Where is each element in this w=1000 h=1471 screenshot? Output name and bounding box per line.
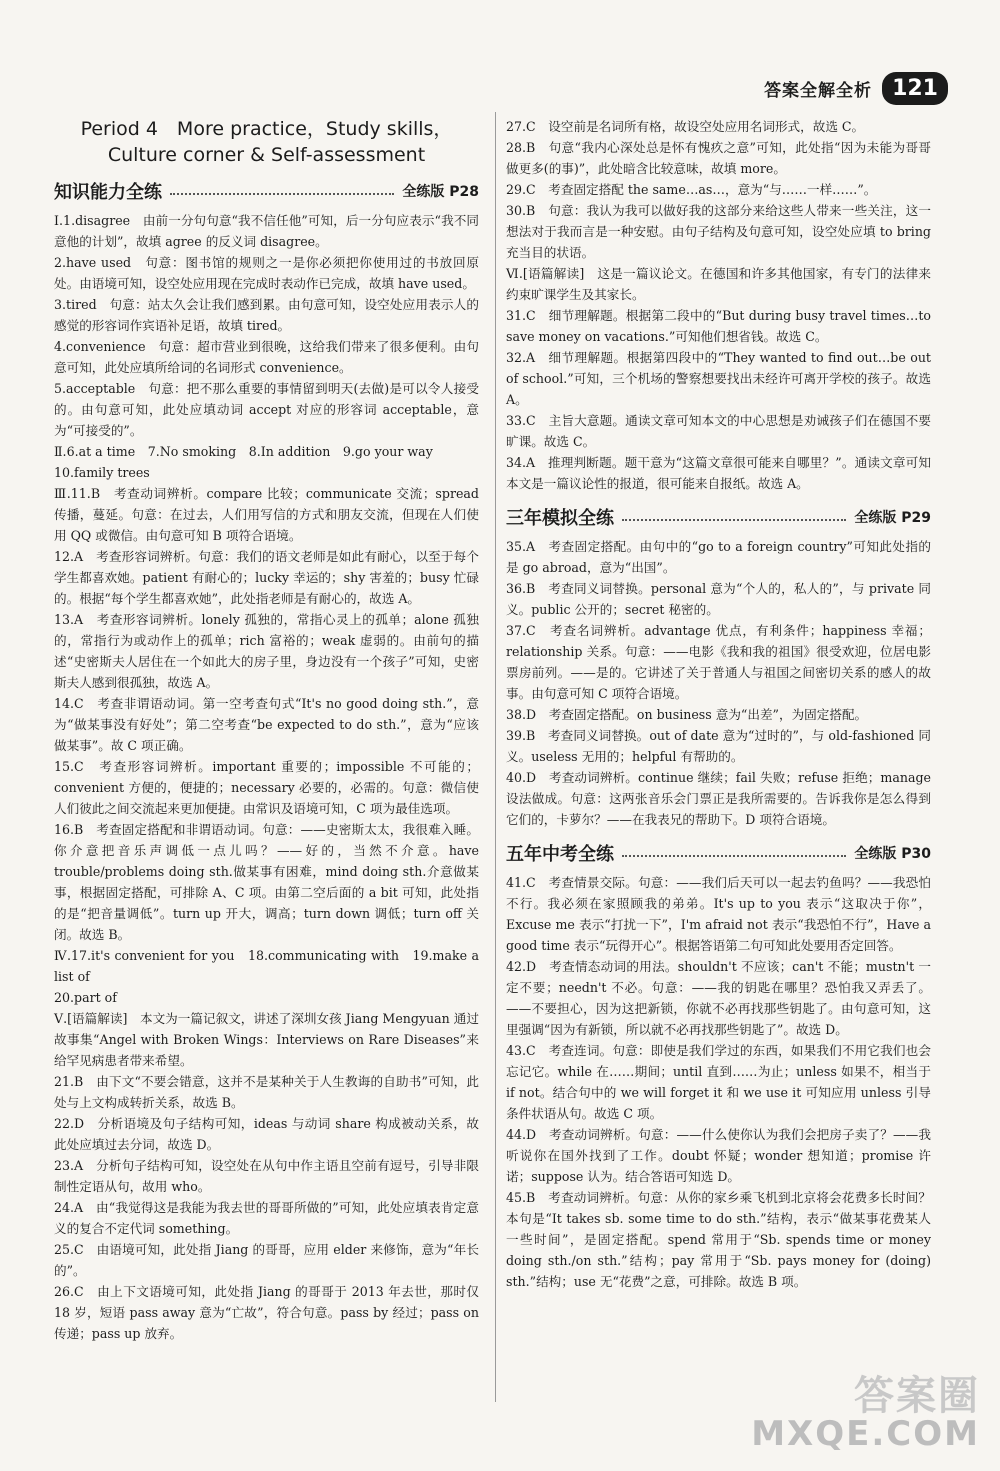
- section-header: [54, 178, 479, 204]
- answer-item: 25.C 由语境可知，此处指 Jiang 的哥哥，应用 elder 来修饰，意为“年长的”。: [54, 1242, 479, 1278]
- answer-item: 37.C 考查名词辨析。advantage 优点，有利条件；happiness 幸福；relationship 关系。句意：——电影《我和我的祖国》很受欢迎，位居电影票房前列。——是的。它讲述了关于普通人与祖国之间密切关系的感人的故事。由句意可知 C 项符合语境。: [506, 623, 931, 701]
- answer-item: 3.tired 句意：站太久会让我们感到累。由句意可知，设空处应用表示人的感觉的形容词作宾语补足语，故填 tired。: [54, 297, 479, 333]
- answer-item: 35.A 考查固定搭配。由句中的“go to a foreign country”可知此处指的是 go abroad，意为“出国”。: [506, 539, 931, 575]
- answer-item: Ⅳ.17.it's convenient for you 18.communicating with 19.make a list of: [54, 948, 479, 984]
- answer-item: 38.D 考查固定搭配。on business 意为“出差”，为固定搭配。: [506, 707, 868, 722]
- title-line-1: Period 4 More practice，Study skills，: [80, 118, 453, 140]
- answer-item: 45.B 考查动词辨析。句意：从你的家乡乘飞机到北京将会花费多长时间？本句是“It takes sb. some time to do sth.”结构，表示“做某事花费某人一些时间”，是固定搭配。spend 常用于“Sb. spends time or money doing sth./on sth.”结构；pay 常用于“Sb. pays money for (doing) sth.”结构；use 无“花费”之意，可排除。故选 B 项。: [506, 1190, 931, 1289]
- answer-item: 16.B 考查固定搭配和非谓语动词。句意：——史密斯太太，我很难入睡。你介意把音乐声调低一点儿吗？——好的，当然不介意。have trouble/problems doing sth.做某事有困难，mind doing sth.介意做某事，根据固定搭配，可排除 A、C 项。由第二空后面的 a bit 可知，此处指的是“把音量调低”。turn up 开大，调高；turn down 调低；turn off 关闭。故选 B。: [54, 822, 479, 942]
- answer-item: 13.A 考查形容词辨析。lonely 孤独的，常指心灵上的孤单；alone 孤独的，常指行为或动作上的孤单；rich 富裕的；weak 虚弱的。由前句的描述“史密斯夫人居住在一个如此大的房子里，身边没有一个孩子”可知，史密斯夫人感到很孤独，故选 A。: [54, 612, 479, 690]
- section-header: [506, 504, 931, 530]
- answer-list: [506, 536, 931, 830]
- answer-item: 34.A 推理判断题。题干意为“这篇文章很可能来自哪里？”。通读文章可知本文是一篇议论性的报道，很可能来自报纸。故选 A。: [506, 455, 931, 491]
- answer-item: 5.acceptable 句意：把不那么重要的事情留到明天(去做)是可以令人接受的。由句意可知，此处应填动词 accept 对应的形容词 acceptable，意为“可接受的”。: [54, 381, 479, 438]
- answer-item: 44.D 考查动词辨析。句意：——什么使你认为我们会把房子卖了？——我听说你在国外找到了工作。doubt 怀疑；wonder 想知道；promise 许诺；suppose 认为。结合答语可知选 D。: [506, 1127, 931, 1184]
- answer-item: 43.C 考查连词。句意：即使是我们学过的东西，如果我们不用它我们也会忘记它。while 在……期间；until 直到……为止；unless 如果不，相当于 if not。结合句中的 we will forget it 和 we use it 可知应用 unless 引导条件状语从句。故选 C 项。: [506, 1043, 931, 1121]
- section-ref: 全练版 P28: [402, 184, 479, 200]
- answer-item: 42.D 考查情态动词的用法。shouldn't 不应该；can't 不能；mustn't 一定不要；needn't 不必。句意：——我的钥匙在哪里？恐怕我又弄丢了。——不要担心，因为这把新锁，你就不必再找那些钥匙了。由句意可知，这里强调“因为有新锁，所以就不必再找那些钥匙了”。故选 D。: [506, 959, 931, 1037]
- answer-list: [506, 872, 931, 1292]
- page-header: [764, 72, 948, 105]
- answer-item: 4.convenience 句意：超市营业到很晚，这给我们带来了很多便利。由句意可知，此处应填所给词的名词形式 convenience。: [54, 339, 479, 375]
- answer-list: [54, 210, 479, 1344]
- answer-item: 26.C 由上下文语境可知，此处指 Jiang 的哥哥于 2013 年去世，那时仅 18 岁，短语 pass away 意为“亡故”，符合句意。pass by 经过；pass on 传递；pass up 放弃。: [54, 1284, 479, 1341]
- answer-item: 24.A 由“我觉得这是我能为我去世的哥哥所做的”可知，此处应填表肯定意义的复合不定代词 something。: [54, 1200, 479, 1236]
- dotted-leader: [622, 519, 846, 521]
- answer-item: 23.A 分析句子结构可知，设空处在从句中作主语且空前有逗号，引导非限制性定语从句，故用 who。: [54, 1158, 479, 1194]
- answer-item: 33.C 主旨大意题。通读文章可知本文的中心思想是劝诫孩子们在德国不要旷课。故选 C。: [506, 413, 931, 449]
- dotted-leader: [170, 193, 394, 195]
- answer-item: 21.B 由下文“不要会错意，这并不是某种关于人生教诲的自助书”可知，此处与上文构成转折关系，故选 B。: [54, 1074, 479, 1110]
- answer-item: 12.A 考查形容词辨析。句意：我们的语文老师是如此有耐心，以至于每个学生都喜欢她。patient 有耐心的；lucky 幸运的；shy 害羞的；busy 忙碌的。根据“每个学生都喜欢她”，此处指老师是有耐心的，故选 A。: [54, 549, 479, 606]
- right-column: [506, 116, 931, 1292]
- answer-item: Ⅵ.[语篇解读] 这是一篇议论文。在德国和许多其他国家，有专门的法律来约束旷课学生及其家长。: [506, 266, 931, 302]
- section-name: 五年中考全练: [506, 844, 614, 865]
- answer-item: 10.family trees: [54, 465, 150, 480]
- section-name: 知识能力全练: [54, 182, 162, 203]
- watermark-url: MXQE.COM: [751, 1414, 980, 1454]
- answer-item: 27.C 设空前是名词所有格，故设空处应用名词形式，故选 C。: [506, 119, 865, 134]
- section-name: 三年模拟全练: [506, 508, 614, 529]
- column-divider: [495, 112, 496, 1402]
- left-column: [54, 112, 479, 1344]
- answer-item: 39.B 考查同义词替换。out of date 意为“过时的”，与 old-fashioned 同义。useless 无用的；helpful 有帮助的。: [506, 728, 931, 764]
- answer-item: 20.part of: [54, 990, 117, 1005]
- section-ref: 全练版 P30: [854, 846, 931, 862]
- answer-item: 41.C 考查情景交际。句意：——我们后天可以一起去钓鱼吗？——我恐怕不行。我必须在家照顾我的弟弟。It's up to you 表示“这取决于你”，Excuse me 表示“打扰一下”，I'm afraid not 表示“我恐怕不行”，Have a good time 表示“玩得开心”。根据答语第二句可知此处要用否定回答。: [506, 875, 931, 953]
- watermark-logo: 答案圈: [854, 1373, 980, 1419]
- section-ref: 全练版 P29: [854, 510, 931, 526]
- answer-item: Ⅱ.6.at a time 7.No smoking 8.In addition 9.go your way: [54, 444, 433, 459]
- answer-item: 14.C 考查非谓语动词。第一空考查句式“It's no good doing sth.”，意为“做某事没有好处”；第二空考查“be expected to do sth.”，意为“应该做某事”。故 C 项正确。: [54, 696, 479, 753]
- answer-item: 29.C 考查固定搭配 the same…as…，意为“与……一样……”。: [506, 182, 877, 197]
- answer-list: [506, 116, 931, 494]
- answer-item: 40.D 考查动词辨析。continue 继续；fail 失败；refuse 拒绝；manage 设法做成。句意：这两张音乐会门票正是我所需要的。告诉我你是怎么得到它们的，卡萝尔？——在我表兄的帮助下。D 项符合语境。: [506, 770, 931, 827]
- watermark: [751, 1373, 980, 1454]
- answer-item: Ⅲ.11.B 考查动词辨析。compare 比较；communicate 交流；spread 传播，蔓延。句意：在过去，人们用写信的方式和朋友交流，但现在人们使用 QQ 或微信。由句意可知 B 项符合语境。: [54, 486, 479, 543]
- answer-item: 2.have used 句意：图书馆的规则之一是你必须把你使用过的书放回原处。由语境可知，设空处应用现在完成时表动作已完成，故填 have used。: [54, 255, 479, 291]
- answer-item: Ⅴ.[语篇解读] 本文为一篇记叙文，讲述了深圳女孩 Jiang Mengyuan 通过故事集“Angel with Broken Wings：Interviews on Rare Diseases”来给罕见病患者带来希望。: [54, 1011, 479, 1068]
- answer-item: 22.D 分析语境及句子结构可知，ideas 与动词 share 构成被动关系，故此处应填过去分词，故选 D。: [54, 1116, 479, 1152]
- title-line-2: Culture corner & Self-assessment: [107, 144, 426, 166]
- answer-item: 32.A 细节理解题。根据第四段中的“They wanted to find out…be out of school.”可知，三个机场的警察想要找出未经许可离开学校的孩子。故选 A。: [506, 350, 931, 407]
- answer-item: 15.C 考查形容词辨析。important 重要的；impossible 不可能的；convenient 方便的，便捷的；necessary 必要的，必需的。句意：微信使人们彼此之间交流起来更加便捷。由常识及语境可知，C 项为最佳选项。: [54, 759, 479, 816]
- answer-item: 31.C 细节理解题。根据第二段中的“But during busy travel times…to save money on vacations.”可知他们想省钱。故选 C。: [506, 308, 931, 344]
- running-head: 答案全解全析: [764, 81, 873, 101]
- page-number: 121: [882, 72, 948, 105]
- answer-item: 28.B 句意“我内心深处总是怀有愧疚之意”可知，此处指“因为未能为哥哥做更多(的事)”，此处暗含比较意味，故填 more。: [506, 140, 931, 176]
- period-title: [54, 116, 479, 168]
- answer-item: 36.B 考查同义词替换。personal 意为“个人的，私人的”，与 private 同义。public 公开的；secret 秘密的。: [506, 581, 931, 617]
- section-header: [506, 840, 931, 866]
- answer-item: Ⅰ.1.disagree 由前一分句句意“我不信任他”可知，后一分句应表示“我不同意他的计划”，故填 agree 的反义词 disagree。: [54, 213, 479, 249]
- answer-item: 30.B 句意：我认为我可以做好我的这部分来给这些人带来一些关注，这一想法对于我而言是一种安慰。由句子结构及句意可知，设空处应填 to bring 充当目的状语。: [506, 203, 931, 260]
- dotted-leader: [622, 855, 846, 857]
